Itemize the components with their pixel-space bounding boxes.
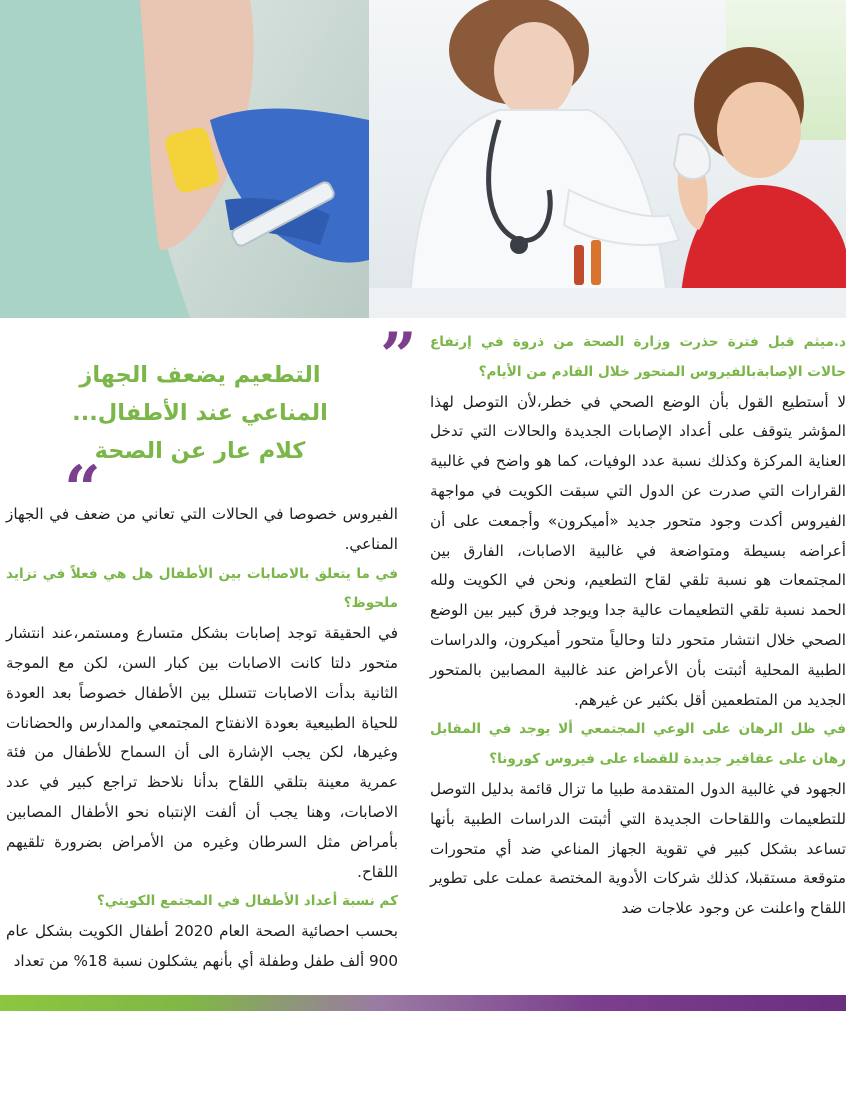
doctor-boy-illustration <box>369 0 846 318</box>
photo-banner <box>0 0 846 318</box>
interview-answer: الفيروس خصوصا في الحالات التي تعاني من ضعف في الجهاز المناعي. <box>6 505 398 553</box>
interview-question: د.ميثم قبل فترة حذرت وزارة الصحة من ذروة في إرتفاع حالات الإصابةبالفيروس المتحور خلال القادم من الأيام؟ <box>430 334 846 380</box>
interview-answer: الجهود في غالبية الدول المتقدمة طبيا ما تزال قائمة بدليل التوصل للتطعيمات واللقاحات الجديدة التي أثبتت الدراسات الطبية بأنها تساعد بشكل كبير في تقوية الجهاز المناعي ضد أي متحورات متوقعة مستقبلا، كذلك شركات الأدوية المختصة عملت على تطوير اللقاح واعلنت عن وجود علاجات ضد <box>430 779 846 918</box>
interview-question: كم نسبة أعداد الأطفال في المجتمع الكويتي؟ <box>96 893 398 910</box>
article-column-left <box>0 500 398 977</box>
interview-answer: لا أستطيع القول بأن الوضع الصحي في خطر،لأن التوصل لهذا المؤشر يتوقف على أعداد الإصابات الجديدة والحالات التي تدخل العناية المركزة وكذلك نسبة عدد الوفيات، كما هو واضح في غالبية القرارات التي صدرت عن الدول التي سبقت الكويت في مواجهة الفيروس أكدت وجود متحور جديد «أميكرون» وأجمعت على أن أعراضه بسيطة ومتواضعة في غالبية الاصابات، الفارق بين المجتمعات هو نسبة تلقي لقاح التطعيم، ونحن في الكويت ولله الحمد نسبة تلقي التطعيمات عالية جدا ويوجد فرق كبير بين الوضع الصحي خلال انتشار متحور دلتا وحالياً متحور أميكرون، والدراسات الطبية المحلية أثبتت بأن الأعراض عند غالبية المصابين بالمتحور الجديد من المتطعمين أقل بكثير عن غيرهم. <box>430 392 846 709</box>
interview-question: في ظل الرهان على الوعي المجتمعي ألا يوجد في المقابل رهان على عقاقير جديدة للقضاء على فيروس كورونا؟ <box>430 721 846 768</box>
interview-answer: في الحقيقة توجد إصابات بشكل متسارع ومستمر،عند انتشار متحور دلتا كانت الاصابات بين كبار السن، لكن مع الموجة الثانية بدأت الاصابات تتسلل بين الأطفال خصوصاً بعد العودة للحياة الطبيعية بعودة الانفتاح المجتمعي والمدارس والحضانات وغيرها، لكن يجب الإشارة الى أن السماح للأطفال من فئة عمرية معينة بتلقي اللقاح بدأنا نلاحظ تراجع كبير في عدد الاصابات، وهنا يجب أن ألفت الإنتباه نحو الأطفال المصابين بأمراض مثل السرطان وغيره من الأمراض بضرورة تلقيهم اللقاح. <box>6 624 398 881</box>
vaccination-arm-photo <box>0 0 369 318</box>
doctor-vaccinating-boy-photo <box>369 0 846 318</box>
pull-quote-line: كلام عار عن الصحة <box>94 438 306 464</box>
quote-close-mark: “ <box>64 452 101 527</box>
interview-answer: بحسب احصائية الصحة العام 2020 أطفال الكويت بشكل عام 900 ألف طفل وطفلة أي بأنهم يشكلون نسبة 18% من تعداد <box>6 922 398 970</box>
article-column-right <box>426 328 846 924</box>
vaccination-arm-illustration <box>0 0 369 318</box>
bottom-color-stripe <box>0 995 846 1011</box>
pull-quote-line: المناعي عند الأطفال... <box>72 400 328 426</box>
quote-open-mark: ” <box>380 319 417 394</box>
pull-quote-line: التطعيم يضعف الجهاز <box>79 362 321 388</box>
interview-question: في ما يتعلق بالاصابات بين الأطفال هل هي فعلاً في تزايد ملحوظ؟ <box>6 565 398 612</box>
